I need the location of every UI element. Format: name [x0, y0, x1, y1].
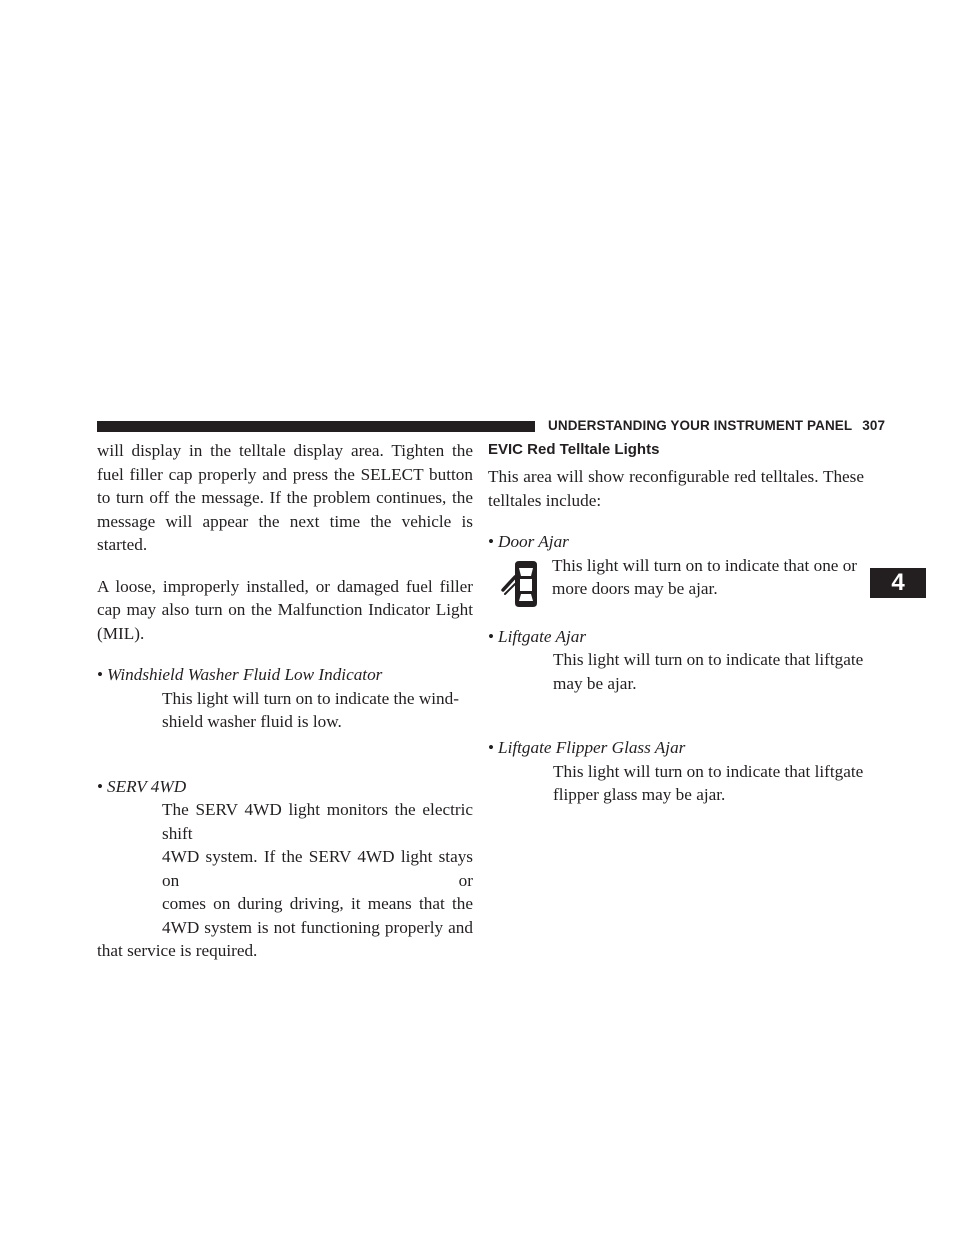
- bullet-title-text: Door Ajar: [498, 532, 569, 551]
- bullet-continuation: that service is required.: [97, 941, 258, 960]
- paragraph: This area will show reconfigurable red telltales. These telltales include:: [488, 467, 864, 510]
- bullet-item: [488, 625, 864, 696]
- bullet-line: This light will turn on to indicate that liftgate: [553, 650, 864, 669]
- bullet-line: This light will turn on to indicate that liftgate: [553, 761, 864, 781]
- door-ajar-row: [488, 554, 864, 609]
- page-number: 307: [862, 418, 886, 433]
- bullet-item: [488, 530, 864, 609]
- right-column: [488, 439, 864, 807]
- bullet-line: more doors may be ajar.: [552, 579, 718, 598]
- bullet-title-text: Windshield Washer Fluid Low Indicator: [107, 665, 383, 684]
- door-ajar-icon: [500, 557, 542, 609]
- bullet-title: [97, 663, 473, 687]
- bullet-dot: •: [488, 532, 495, 551]
- bullet-dot: •: [488, 738, 495, 757]
- bullet-title-text: Liftgate Flipper Glass Ajar: [498, 738, 686, 757]
- bullet-title: [488, 625, 864, 649]
- bullet-item: [97, 663, 473, 734]
- bullet-title: [488, 736, 864, 760]
- bullet-title: [488, 530, 864, 554]
- bullet-line: The SERV 4WD light monitors the electric shift: [162, 800, 473, 843]
- bullet-dot: •: [488, 626, 495, 646]
- bullet-line: This light will turn on to indicate that one or: [552, 555, 858, 575]
- bullet-line: 4WD system is not functioning properly and: [162, 917, 473, 937]
- bullet-line: may be ajar.: [553, 673, 637, 693]
- chapter-tab: 4: [870, 568, 926, 598]
- bullet-title: [97, 775, 473, 799]
- bullet-line: 4WD system. If the SERV 4WD light stays on or: [162, 847, 473, 890]
- door-ajar-text: [552, 554, 864, 601]
- paragraph: will display in the telltale display area. Tighten the fuel filler cap properly and press the SELECT button to turn off the message. If the problem continues, the message will appear the next time the vehicle is started.: [97, 441, 473, 554]
- bullet-item: [488, 736, 864, 807]
- bullet-line: flipper glass may be ajar.: [553, 785, 726, 804]
- bullet-dot: •: [97, 776, 104, 796]
- bullet-dot: •: [97, 665, 104, 684]
- bullet-line: shield washer fluid is low.: [162, 712, 342, 731]
- icon-space: [488, 609, 864, 625]
- icon-space: [97, 734, 473, 775]
- header-rule: [97, 421, 535, 432]
- bullet-line: comes on during driving, it means that the: [162, 894, 473, 913]
- paragraph: A loose, improperly installed, or damaged fuel filler cap may also turn on the Malfunction Indicator Light (MIL).: [97, 576, 473, 643]
- section-title: UNDERSTANDING YOUR INSTRUMENT PANEL: [548, 418, 853, 433]
- bullet-title-text: Liftgate Ajar: [498, 626, 587, 646]
- bullet-title-text: SERV 4WD: [107, 776, 187, 796]
- section-heading: EVIC Red Telltale Lights: [488, 441, 660, 458]
- left-column: [97, 439, 473, 963]
- bullet-line: This light will turn on to indicate the wind-: [162, 688, 459, 708]
- icon-space: [488, 695, 864, 736]
- bullet-item: [97, 775, 473, 963]
- running-header: [548, 418, 885, 433]
